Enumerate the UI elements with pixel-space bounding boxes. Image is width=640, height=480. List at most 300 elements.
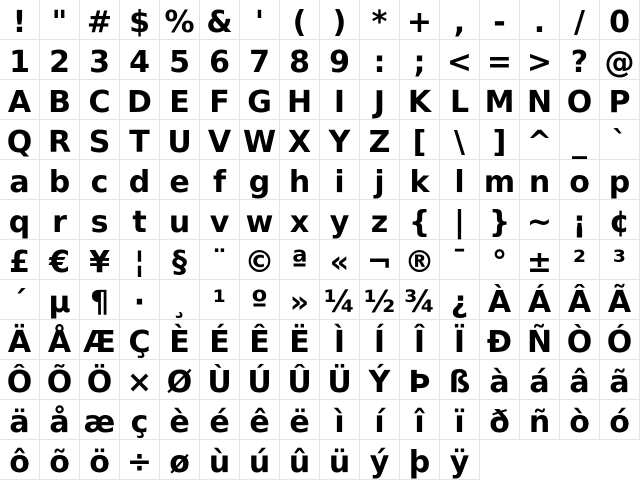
glyph: K	[407, 85, 432, 120]
glyph-cell	[440, 440, 480, 480]
glyph-cell	[480, 400, 520, 440]
glyph: Ô	[6, 365, 33, 400]
glyph-cell	[80, 200, 120, 240]
glyph-cell	[440, 120, 480, 160]
glyph: Þ	[408, 365, 431, 400]
glyph: ¬	[366, 245, 393, 280]
glyph-cell	[80, 120, 120, 160]
glyph: t	[132, 205, 147, 240]
glyph-cell	[200, 80, 240, 120]
glyph: 9	[329, 45, 350, 80]
glyph: ¶	[89, 285, 110, 320]
glyph-cell	[0, 0, 40, 40]
glyph: ó	[609, 405, 630, 440]
glyph: À	[487, 285, 512, 320]
glyph-cell	[240, 440, 280, 480]
glyph: ²	[572, 245, 587, 280]
glyph-cell	[40, 120, 80, 160]
glyph: ç	[130, 405, 149, 440]
glyph-cell	[0, 440, 40, 480]
glyph-cell	[40, 200, 80, 240]
glyph-cell	[120, 160, 160, 200]
glyph: ò	[569, 405, 590, 440]
glyph: Ð	[486, 325, 513, 360]
glyph-cell	[280, 160, 320, 200]
glyph-cell	[360, 200, 400, 240]
glyph-cell	[320, 0, 360, 40]
glyph: x	[289, 205, 310, 240]
glyph-cell	[200, 280, 240, 320]
glyph-cell	[80, 40, 120, 80]
glyph-cell	[400, 400, 440, 440]
glyph: 8	[289, 45, 310, 80]
glyph: ^	[526, 125, 553, 160]
glyph-cell	[520, 120, 560, 160]
glyph-cell	[480, 280, 520, 320]
glyph: Ø	[166, 365, 193, 400]
glyph: }	[488, 205, 511, 240]
glyph: ú	[248, 445, 271, 480]
glyph: z	[370, 205, 389, 240]
glyph: h	[288, 165, 311, 200]
glyph-cell	[280, 280, 320, 320]
glyph-cell	[560, 120, 600, 160]
glyph: ô	[9, 445, 30, 480]
glyph: Å	[47, 325, 72, 360]
glyph-cell	[560, 360, 600, 400]
glyph: B	[48, 85, 71, 120]
glyph: £	[9, 245, 30, 280]
glyph: A	[7, 85, 32, 120]
glyph: ù	[208, 445, 231, 480]
glyph-cell	[120, 400, 160, 440]
glyph: ÷	[126, 445, 153, 480]
glyph-cell	[200, 400, 240, 440]
glyph: ê	[249, 405, 270, 440]
glyph: ¿	[450, 285, 469, 320]
glyph-cell	[520, 280, 560, 320]
glyph-cell	[360, 0, 400, 40]
glyph-cell	[520, 80, 560, 120]
glyph: y	[329, 205, 350, 240]
glyph: Y	[328, 125, 351, 160]
glyph: à	[489, 365, 510, 400]
glyph: '	[254, 5, 265, 40]
glyph: ¨	[212, 245, 227, 280]
glyph-cell	[160, 280, 200, 320]
glyph-cell	[0, 360, 40, 400]
glyph: õ	[49, 445, 70, 480]
glyph: ø	[169, 445, 190, 480]
glyph-cell	[600, 280, 640, 320]
glyph: !	[12, 5, 27, 40]
glyph-cell	[240, 320, 280, 360]
glyph: ®	[404, 245, 435, 280]
glyph: ,	[453, 5, 466, 40]
glyph-cell	[600, 40, 640, 80]
glyph: ü	[328, 445, 351, 480]
glyph-cell	[440, 240, 480, 280]
glyph-cell	[160, 440, 200, 480]
glyph: ä	[9, 405, 30, 440]
glyph-cell	[600, 320, 640, 360]
glyph: )	[332, 5, 347, 40]
glyph-cell	[320, 80, 360, 120]
glyph-cell	[200, 160, 240, 200]
glyph-cell	[200, 360, 240, 400]
glyph: €	[49, 245, 70, 280]
glyph: 6	[209, 45, 230, 80]
glyph: »	[289, 285, 310, 320]
glyph: ð	[489, 405, 510, 440]
glyph: È	[169, 325, 190, 360]
glyph-cell	[480, 120, 520, 160]
glyph: J	[373, 85, 386, 120]
glyph: 7	[249, 45, 270, 80]
glyph-cell	[120, 40, 160, 80]
glyph: +	[406, 5, 433, 40]
glyph: ©	[244, 245, 275, 280]
glyph: ±	[526, 245, 553, 280]
glyph: Õ	[46, 365, 73, 400]
glyph-cell	[240, 360, 280, 400]
glyph-cell	[600, 200, 640, 240]
glyph: é	[209, 405, 230, 440]
glyph-cell	[0, 40, 40, 80]
glyph-cell	[0, 240, 40, 280]
glyph-cell	[560, 40, 600, 80]
glyph: è	[169, 405, 190, 440]
glyph: Â	[567, 285, 592, 320]
glyph: n	[528, 165, 551, 200]
glyph: b	[48, 165, 71, 200]
glyph-cell	[400, 120, 440, 160]
glyph-cell	[160, 240, 200, 280]
glyph: ª	[291, 245, 308, 280]
glyph-cell	[480, 0, 520, 40]
glyph-cell	[240, 160, 280, 200]
glyph: ]	[492, 125, 507, 160]
glyph-cell	[240, 120, 280, 160]
glyph-cell	[520, 40, 560, 80]
glyph-cell	[400, 320, 440, 360]
glyph-cell	[560, 0, 600, 40]
glyph: F	[209, 85, 230, 120]
glyph-cell	[320, 240, 360, 280]
glyph: Ù	[207, 365, 232, 400]
glyph: S	[88, 125, 111, 160]
glyph: i	[334, 165, 345, 200]
glyph: ¡	[572, 205, 587, 240]
glyph-cell	[80, 400, 120, 440]
glyph: ´	[12, 285, 27, 320]
glyph-cell	[120, 120, 160, 160]
glyph: E	[169, 85, 190, 120]
glyph: d	[128, 165, 151, 200]
glyph-cell	[560, 80, 600, 120]
glyph: ö	[89, 445, 110, 480]
glyph-cell	[80, 440, 120, 480]
glyph: .	[533, 5, 546, 40]
glyph: ×	[126, 365, 153, 400]
empty-cell	[480, 440, 520, 480]
glyph-cell	[120, 440, 160, 480]
glyph-cell	[280, 440, 320, 480]
glyph-cell	[320, 160, 360, 200]
glyph: §	[172, 245, 187, 280]
glyph: ;	[413, 45, 426, 80]
glyph: =	[486, 45, 513, 80]
glyph: Ü	[327, 365, 352, 400]
glyph: 3	[89, 45, 110, 80]
glyph-cell	[560, 400, 600, 440]
glyph-cell	[520, 0, 560, 40]
glyph-cell	[320, 400, 360, 440]
glyph: Ñ	[526, 325, 553, 360]
glyph-cell	[120, 240, 160, 280]
glyph: ~	[526, 205, 553, 240]
glyph-cell	[120, 320, 160, 360]
glyph-cell	[360, 440, 400, 480]
glyph-cell	[360, 280, 400, 320]
glyph: "	[51, 5, 68, 40]
glyph: g	[248, 165, 271, 200]
glyph-cell	[400, 240, 440, 280]
glyph-cell	[600, 240, 640, 280]
glyph-cell	[280, 360, 320, 400]
glyph-cell	[120, 360, 160, 400]
glyph: @	[604, 45, 635, 80]
glyph: Æ	[83, 325, 116, 360]
glyph-cell	[200, 40, 240, 80]
glyph: p	[608, 165, 631, 200]
glyph-cell	[280, 240, 320, 280]
glyph: ï	[454, 405, 465, 440]
glyph: ¢	[609, 205, 630, 240]
glyph: (	[292, 5, 307, 40]
glyph-cell	[160, 160, 200, 200]
glyph-cell	[440, 320, 480, 360]
glyph-cell	[160, 0, 200, 40]
glyph: r	[52, 205, 67, 240]
glyph: Ç	[128, 325, 151, 360]
glyph: í	[374, 405, 385, 440]
glyph: 1	[9, 45, 30, 80]
glyph-cell	[40, 160, 80, 200]
glyph-cell	[560, 160, 600, 200]
glyph: ý	[369, 445, 390, 480]
glyph-cell	[320, 320, 360, 360]
glyph: I	[333, 85, 346, 120]
glyph-cell	[280, 40, 320, 80]
glyph-cell	[0, 120, 40, 160]
glyph: á	[529, 365, 550, 400]
glyph: ³	[612, 245, 627, 280]
glyph-cell	[400, 440, 440, 480]
glyph-cell	[80, 280, 120, 320]
glyph-cell	[160, 80, 200, 120]
glyph-cell	[120, 200, 160, 240]
glyph-cell	[440, 400, 480, 440]
glyph-cell	[440, 0, 480, 40]
glyph-cell	[160, 40, 200, 80]
glyph-cell	[440, 280, 480, 320]
glyph-cell	[520, 360, 560, 400]
glyph: Û	[287, 365, 312, 400]
glyph: 0	[609, 5, 630, 40]
glyph: ì	[334, 405, 345, 440]
glyph: 4	[129, 45, 150, 80]
glyph: _	[572, 125, 587, 160]
glyph-cell	[160, 200, 200, 240]
glyph: Ò	[566, 325, 593, 360]
glyph-cell	[40, 40, 80, 80]
glyph: Í	[373, 325, 386, 360]
glyph-cell	[480, 200, 520, 240]
glyph-cell	[320, 280, 360, 320]
glyph: f	[212, 165, 227, 200]
glyph-cell	[480, 80, 520, 120]
glyph-cell	[440, 360, 480, 400]
glyph-cell	[0, 280, 40, 320]
glyph: Ã	[607, 285, 632, 320]
glyph: Ï	[453, 325, 466, 360]
glyph-cell	[480, 160, 520, 200]
glyph: Ì	[333, 325, 346, 360]
glyph: Ö	[86, 365, 113, 400]
glyph-cell	[360, 120, 400, 160]
glyph-cell	[400, 360, 440, 400]
glyph-cell	[600, 400, 640, 440]
glyph-cell	[0, 80, 40, 120]
glyph: ¾	[403, 285, 436, 320]
glyph: Ý	[368, 365, 391, 400]
glyph: s	[90, 205, 109, 240]
glyph: «	[329, 245, 350, 280]
glyph: ·	[133, 285, 146, 320]
glyph-cell	[400, 0, 440, 40]
glyph-cell	[0, 200, 40, 240]
glyph-cell	[280, 80, 320, 120]
glyph: W	[242, 125, 277, 160]
glyph: ¦	[134, 245, 145, 280]
glyph: k	[409, 165, 430, 200]
glyph: [	[412, 125, 427, 160]
glyph-cell	[560, 280, 600, 320]
glyph: >	[526, 45, 553, 80]
glyph: R	[47, 125, 72, 160]
glyph: N	[526, 85, 553, 120]
glyph-cell	[440, 200, 480, 240]
glyph-cell	[360, 160, 400, 200]
glyph-cell	[360, 360, 400, 400]
glyph-cell	[240, 80, 280, 120]
glyph-cell	[360, 400, 400, 440]
glyph: Ó	[606, 325, 633, 360]
glyph: <	[446, 45, 473, 80]
glyph: X	[287, 125, 312, 160]
glyph: m	[483, 165, 516, 200]
glyph-cell	[440, 160, 480, 200]
glyph-cell	[600, 80, 640, 120]
glyph-cell	[280, 400, 320, 440]
glyph: v	[209, 205, 230, 240]
glyph: C	[88, 85, 111, 120]
glyph: /	[574, 5, 585, 40]
glyph: Z	[368, 125, 391, 160]
empty-cell	[600, 440, 640, 480]
glyph-cell	[40, 80, 80, 120]
glyph-cell	[600, 120, 640, 160]
glyph: u	[168, 205, 191, 240]
glyph-cell	[0, 400, 40, 440]
glyph-cell	[320, 440, 360, 480]
glyph-cell	[40, 400, 80, 440]
glyph-cell	[520, 400, 560, 440]
glyph-cell	[520, 240, 560, 280]
glyph-cell	[80, 240, 120, 280]
glyph: M	[484, 85, 515, 120]
glyph: Ú	[247, 365, 272, 400]
glyph-cell	[560, 200, 600, 240]
glyph-cell	[600, 160, 640, 200]
glyph-cell	[440, 80, 480, 120]
glyph: É	[209, 325, 230, 360]
glyph: þ	[408, 445, 431, 480]
glyph-cell	[600, 0, 640, 40]
glyph: c	[90, 165, 109, 200]
glyph-cell	[240, 280, 280, 320]
glyph: µ	[48, 285, 71, 320]
glyph-cell	[200, 440, 240, 480]
glyph-cell	[320, 200, 360, 240]
glyph: D	[127, 85, 152, 120]
glyph-cell	[240, 40, 280, 80]
glyph: :	[373, 45, 386, 80]
glyph-cell	[400, 200, 440, 240]
glyph-cell	[240, 240, 280, 280]
glyph-cell	[40, 0, 80, 40]
glyph: ¹	[212, 285, 227, 320]
glyph-cell	[320, 120, 360, 160]
glyph-cell	[320, 40, 360, 80]
glyph: V	[207, 125, 232, 160]
glyph-cell	[400, 80, 440, 120]
glyph-cell	[200, 320, 240, 360]
glyph-cell	[280, 0, 320, 40]
glyph: L	[449, 85, 470, 120]
glyph-cell	[80, 360, 120, 400]
glyph: O	[566, 85, 593, 120]
glyph-cell	[480, 40, 520, 80]
glyph-cell	[520, 200, 560, 240]
glyph: e	[169, 165, 190, 200]
glyph: Ê	[249, 325, 270, 360]
glyph: û	[288, 445, 311, 480]
glyph: å	[49, 405, 70, 440]
glyph: a	[9, 165, 30, 200]
glyph: q	[8, 205, 31, 240]
glyph-cell	[40, 240, 80, 280]
glyph: U	[167, 125, 192, 160]
glyph-cell	[120, 0, 160, 40]
glyph: ¼	[323, 285, 356, 320]
glyph-cell	[600, 360, 640, 400]
glyph: 5	[169, 45, 190, 80]
glyph-cell	[320, 360, 360, 400]
glyph-cell	[520, 160, 560, 200]
empty-cell	[560, 440, 600, 480]
